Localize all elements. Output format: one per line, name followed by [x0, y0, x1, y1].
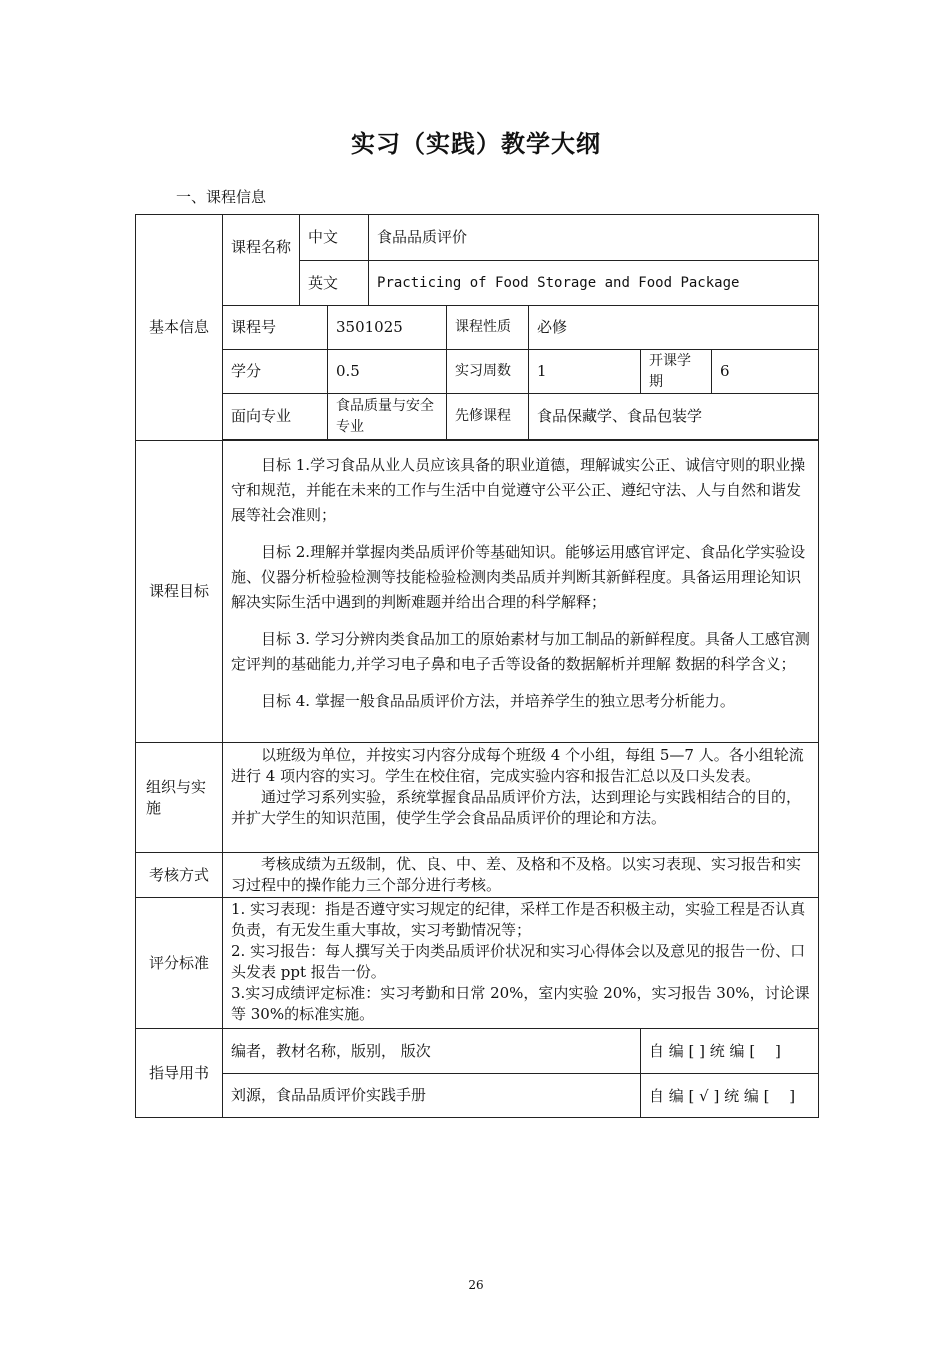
- objective-1: 目标 1.学习食品从业人员应该具备的职业道德，理解诚实公正、诚信守则的职业操守和规范，并能在未来的工作与生活中自觉遵守公平公正、遵纪守法、人与自然和谐发展等社会准则；: [231, 456, 806, 524]
- objective-4: 目标 4. 掌握一般食品品质评价方法，并培养学生的独立思考分析能力。: [261, 692, 735, 710]
- semester-label: 开课学期: [641, 350, 712, 394]
- course-nature-value: 必修: [529, 306, 819, 350]
- criterion-3: 3.实习成绩评定标准：实习考勤和日常 20%，室内实验 20%，实习报告 30%，讨论课等 30%的标准实施。: [231, 984, 810, 1023]
- guide-book-label: 指导用书: [136, 1029, 223, 1118]
- objective-3: 目标 3. 学习分辨肉类食品加工的原始素材与加工制品的新鲜程度。具备人工感官测定评判的基础能力,并学习电子鼻和电子舌等设备的数据解析并理解 数据的科学含义；: [231, 630, 810, 673]
- assessment-text: 考核成绩为五级制，优、良、中、差、及格和不及格。以实习表现、实习报告和实习过程中的操作能力三个部分进行考核。: [231, 855, 802, 894]
- organization-paragraph-2: 通过学习系列实验，系统掌握食品品质评价方法，达到理论与实践相结合的目的，并扩大学生的知识范围，使学生学会食品品质评价的理论和方法。: [231, 788, 802, 827]
- prerequisite-value: 食品保藏学、食品包装学: [529, 394, 819, 440]
- basic-info-label: 基本信息: [136, 215, 223, 441]
- prerequisite-label: 先修课程: [447, 394, 529, 440]
- guide-book-type: 自 编 [ √ ] 统 编 [ ]: [641, 1074, 819, 1118]
- assessment-label: 考核方式: [136, 853, 223, 898]
- grading-criteria-content: [223, 898, 819, 1029]
- internship-weeks-value: 1: [529, 350, 641, 394]
- english-label: 英文: [300, 261, 369, 306]
- chinese-course-name: 食品品质评价: [369, 215, 819, 261]
- page-title: 实习（实践）教学大纲: [351, 130, 601, 158]
- guide-header-right: 自 编 [ ] 统 编 [ ]: [641, 1029, 819, 1074]
- page-number: 26: [468, 1278, 484, 1292]
- course-number-value: 3501025: [328, 306, 447, 350]
- section-heading: 一、课程信息: [176, 188, 267, 206]
- semester-value: 6: [712, 350, 819, 394]
- credit-label: 学分: [223, 350, 328, 394]
- organization-paragraph-1: 以班级为单位，并按实习内容分成每个班级 4 个小组，每组 5—7 人。各小组轮流进行 4 项内容的实习。学生在校住宿，完成实验内容和报告汇总以及口头发表。: [231, 746, 804, 785]
- credit-value: 0.5: [328, 350, 447, 394]
- target-major-label: 面向专业: [223, 394, 328, 440]
- organization-label: 组织与实施: [136, 743, 223, 853]
- chinese-label: 中文: [300, 215, 369, 261]
- criterion-2: 2. 实习报告：每人撰写关于肉类品质评价状况和实习心得体会以及意见的报告一份、口头发表 ppt 报告一份。: [231, 942, 806, 981]
- course-number-label: 课程号: [223, 306, 328, 350]
- assessment-content: [223, 853, 819, 898]
- english-course-name: Practicing of Food Storage and Food Package: [369, 261, 819, 306]
- course-objectives-content: [223, 441, 819, 743]
- grading-criteria-label: 评分标准: [136, 898, 223, 1029]
- guide-header-left: 编者，教材名称，版别， 版次: [223, 1029, 641, 1074]
- course-nature-label: 课程性质: [447, 306, 529, 350]
- course-objectives-label: 课程目标: [136, 441, 223, 743]
- objective-2: 目标 2.理解并掌握肉类品质评价等基础知识。能够运用感官评定、食品化学实验设施、仪器分析检验检测等技能检验检测肉类品质并判断其新鲜程度。具备运用理论知识解决实际生活中遇到的判断难题并给出合理的科学解释；: [231, 543, 806, 611]
- course-info-table: [135, 214, 819, 1118]
- guide-book-entry: 刘源，食品品质评价实践手册: [223, 1074, 641, 1118]
- organization-content: [223, 743, 819, 853]
- course-name-label: 课程名称: [223, 215, 300, 306]
- target-major-value: 食品质量与安全专业: [328, 394, 447, 440]
- internship-weeks-label: 实习周数: [447, 350, 529, 394]
- criterion-1: 1. 实习表现：指是否遵守实习规定的纪律，采样工作是否积极主动，实验工程是否认真负责，有无发生重大事故，实习考勤情况等；: [231, 900, 806, 939]
